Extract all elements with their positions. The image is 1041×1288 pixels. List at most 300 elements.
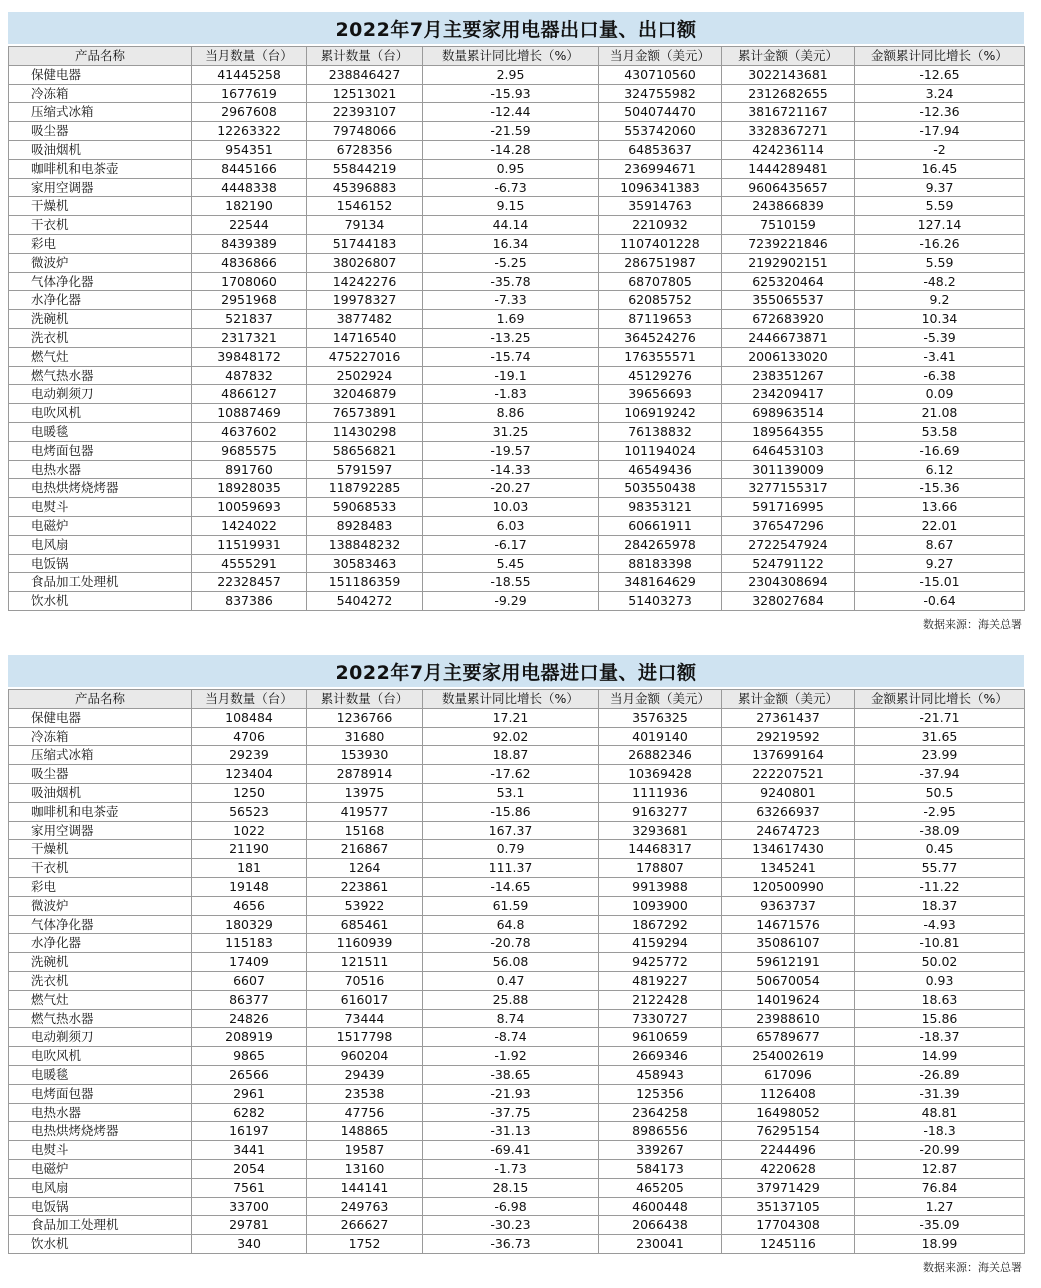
value-cell: 5791597 xyxy=(307,460,423,479)
value-cell: 178807 xyxy=(599,859,722,878)
value-cell: 2967608 xyxy=(192,103,307,122)
value-cell: 31.65 xyxy=(855,727,1025,746)
value-cell: 6.12 xyxy=(855,460,1025,479)
product-name-cell: 保健电器 xyxy=(9,65,192,84)
value-cell: 0.79 xyxy=(423,840,599,859)
value-cell: 8445166 xyxy=(192,159,307,178)
value-cell: -2 xyxy=(855,140,1025,159)
product-name-cell: 吸尘器 xyxy=(9,765,192,784)
value-cell: -15.86 xyxy=(423,802,599,821)
value-cell: 2312682655 xyxy=(722,84,855,103)
value-cell: 4555291 xyxy=(192,554,307,573)
value-cell: 13.66 xyxy=(855,498,1025,517)
table-row xyxy=(9,272,1025,291)
value-cell: 45129276 xyxy=(599,366,722,385)
value-cell: 76138832 xyxy=(599,422,722,441)
table-row xyxy=(9,934,1025,953)
value-cell: 111.37 xyxy=(423,859,599,878)
value-cell: 18.37 xyxy=(855,896,1025,915)
value-cell: -5.39 xyxy=(855,328,1025,347)
value-cell: 53.58 xyxy=(855,422,1025,441)
product-name-cell: 洗衣机 xyxy=(9,971,192,990)
value-cell: 79748066 xyxy=(307,122,423,141)
value-cell: 9.27 xyxy=(855,554,1025,573)
value-cell: 38026807 xyxy=(307,253,423,272)
value-cell: 10369428 xyxy=(599,765,722,784)
product-name-cell: 气体净化器 xyxy=(9,915,192,934)
import-title: 2022年7月主要家用电器进口量、进口额 xyxy=(8,655,1024,687)
value-cell: 182190 xyxy=(192,197,307,216)
value-cell: 254002619 xyxy=(722,1047,855,1066)
value-cell: 8.86 xyxy=(423,404,599,423)
value-cell: 148865 xyxy=(307,1122,423,1141)
table-row xyxy=(9,234,1025,253)
value-cell: 17704308 xyxy=(722,1216,855,1235)
value-cell: 45396883 xyxy=(307,178,423,197)
table-row xyxy=(9,328,1025,347)
value-cell: 348164629 xyxy=(599,573,722,592)
value-cell: -3.41 xyxy=(855,347,1025,366)
value-cell: 62085752 xyxy=(599,291,722,310)
product-name-cell: 压缩式冰箱 xyxy=(9,746,192,765)
value-cell: 63266937 xyxy=(722,802,855,821)
value-cell: 14716540 xyxy=(307,328,423,347)
value-cell: 4159294 xyxy=(599,934,722,953)
value-cell: 685461 xyxy=(307,915,423,934)
value-cell: 9363737 xyxy=(722,896,855,915)
value-cell: 3816721167 xyxy=(722,103,855,122)
value-cell: 4637602 xyxy=(192,422,307,441)
column-header: 产品名称 xyxy=(9,690,192,709)
value-cell: 21.08 xyxy=(855,404,1025,423)
value-cell: -48.2 xyxy=(855,272,1025,291)
value-cell: 0.93 xyxy=(855,971,1025,990)
value-cell: 14.99 xyxy=(855,1047,1025,1066)
value-cell: 9.15 xyxy=(423,197,599,216)
value-cell: 138848232 xyxy=(307,535,423,554)
product-name-cell: 电热烘烤烧烤器 xyxy=(9,1122,192,1141)
value-cell: 53922 xyxy=(307,896,423,915)
value-cell: -15.36 xyxy=(855,479,1025,498)
value-cell: 14468317 xyxy=(599,840,722,859)
product-name-cell: 电磁炉 xyxy=(9,516,192,535)
value-cell: 28.15 xyxy=(423,1178,599,1197)
value-cell: 1.69 xyxy=(423,310,599,329)
value-cell: -1.73 xyxy=(423,1159,599,1178)
value-cell: 1160939 xyxy=(307,934,423,953)
value-cell: 2192902151 xyxy=(722,253,855,272)
product-name-cell: 电熨斗 xyxy=(9,1141,192,1160)
value-cell: -5.25 xyxy=(423,253,599,272)
value-cell: 76.84 xyxy=(855,1178,1025,1197)
table-row xyxy=(9,765,1025,784)
value-cell: 23538 xyxy=(307,1084,423,1103)
value-cell: -12.44 xyxy=(423,103,599,122)
value-cell: 16197 xyxy=(192,1122,307,1141)
value-cell: 8439389 xyxy=(192,234,307,253)
column-header: 累计金额（美元） xyxy=(722,47,855,66)
table-row xyxy=(9,253,1025,272)
table-row xyxy=(9,554,1025,573)
value-cell: 4836866 xyxy=(192,253,307,272)
value-cell: 127.14 xyxy=(855,216,1025,235)
table-row xyxy=(9,498,1025,517)
value-cell: 2006133020 xyxy=(722,347,855,366)
value-cell: -18.37 xyxy=(855,1028,1025,1047)
table-row xyxy=(9,1065,1025,1084)
value-cell: 2502924 xyxy=(307,366,423,385)
value-cell: -19.1 xyxy=(423,366,599,385)
value-cell: 9425772 xyxy=(599,953,722,972)
value-cell: 249763 xyxy=(307,1197,423,1216)
value-cell: 301139009 xyxy=(722,460,855,479)
value-cell: 25.88 xyxy=(423,990,599,1009)
value-cell: 0.95 xyxy=(423,159,599,178)
value-cell: 230041 xyxy=(599,1235,722,1254)
value-cell: 430710560 xyxy=(599,65,722,84)
value-cell: 4706 xyxy=(192,727,307,746)
value-cell: 16.34 xyxy=(423,234,599,253)
value-cell: 5.59 xyxy=(855,197,1025,216)
value-cell: 5.59 xyxy=(855,253,1025,272)
table-row xyxy=(9,840,1025,859)
value-cell: 9913988 xyxy=(599,877,722,896)
value-cell: -18.3 xyxy=(855,1122,1025,1141)
value-cell: 39656693 xyxy=(599,385,722,404)
value-cell: 10.03 xyxy=(423,498,599,517)
product-name-cell: 电动剃须刀 xyxy=(9,385,192,404)
table-row xyxy=(9,535,1025,554)
value-cell: 58656821 xyxy=(307,441,423,460)
table-row xyxy=(9,122,1025,141)
value-cell: 181 xyxy=(192,859,307,878)
product-name-cell: 电暖毯 xyxy=(9,1065,192,1084)
table-row xyxy=(9,216,1025,235)
value-cell: -14.65 xyxy=(423,877,599,896)
value-cell: 2.95 xyxy=(423,65,599,84)
value-cell: 6.03 xyxy=(423,516,599,535)
value-cell: 5.45 xyxy=(423,554,599,573)
product-name-cell: 吸油烟机 xyxy=(9,783,192,802)
value-cell: 2210932 xyxy=(599,216,722,235)
value-cell: 6728356 xyxy=(307,140,423,159)
value-cell: 37971429 xyxy=(722,1178,855,1197)
column-header: 当月金额（美元） xyxy=(599,47,722,66)
product-name-cell: 食品加工处理机 xyxy=(9,1216,192,1235)
value-cell: 180329 xyxy=(192,915,307,934)
product-name-cell: 彩电 xyxy=(9,234,192,253)
value-cell: 2244496 xyxy=(722,1141,855,1160)
value-cell: 14019624 xyxy=(722,990,855,1009)
product-name-cell: 电吹风机 xyxy=(9,404,192,423)
value-cell: -2.95 xyxy=(855,802,1025,821)
import-section xyxy=(8,655,1024,1275)
value-cell: 31680 xyxy=(307,727,423,746)
value-cell: 76573891 xyxy=(307,404,423,423)
value-cell: -31.13 xyxy=(423,1122,599,1141)
value-cell: 1126408 xyxy=(722,1084,855,1103)
value-cell: -1.83 xyxy=(423,385,599,404)
table-row xyxy=(9,1028,1025,1047)
product-name-cell: 咖啡机和电茶壶 xyxy=(9,159,192,178)
value-cell: 8928483 xyxy=(307,516,423,535)
value-cell: 2054 xyxy=(192,1159,307,1178)
table-row xyxy=(9,1216,1025,1235)
value-cell: 223861 xyxy=(307,877,423,896)
value-cell: -13.25 xyxy=(423,328,599,347)
table-row xyxy=(9,404,1025,423)
value-cell: 2961 xyxy=(192,1084,307,1103)
value-cell: 1264 xyxy=(307,859,423,878)
value-cell: 465205 xyxy=(599,1178,722,1197)
value-cell: 355065537 xyxy=(722,291,855,310)
value-cell: 1096341383 xyxy=(599,178,722,197)
value-cell: 70516 xyxy=(307,971,423,990)
value-cell: -18.55 xyxy=(423,573,599,592)
column-header: 当月数量（台） xyxy=(192,690,307,709)
value-cell: 16.45 xyxy=(855,159,1025,178)
product-name-cell: 冷冻箱 xyxy=(9,84,192,103)
import-source-note: 数据来源：海关总署 xyxy=(923,1260,1022,1274)
value-cell: 3328367271 xyxy=(722,122,855,141)
value-cell: 56.08 xyxy=(423,953,599,972)
value-cell: 22544 xyxy=(192,216,307,235)
value-cell: 13975 xyxy=(307,783,423,802)
value-cell: 88183398 xyxy=(599,554,722,573)
value-cell: 1093900 xyxy=(599,896,722,915)
product-name-cell: 家用空调器 xyxy=(9,178,192,197)
value-cell: 487832 xyxy=(192,366,307,385)
value-cell: 137699164 xyxy=(722,746,855,765)
value-cell: 64853637 xyxy=(599,140,722,159)
value-cell: 8.67 xyxy=(855,535,1025,554)
table-row xyxy=(9,366,1025,385)
export-source-note: 数据来源：海关总署 xyxy=(923,617,1022,631)
value-cell: 21190 xyxy=(192,840,307,859)
value-cell: 2722547924 xyxy=(722,535,855,554)
value-cell: 14242276 xyxy=(307,272,423,291)
value-cell: 50.02 xyxy=(855,953,1025,972)
value-cell: 31.25 xyxy=(423,422,599,441)
value-cell: 6282 xyxy=(192,1103,307,1122)
table-row xyxy=(9,1159,1025,1178)
value-cell: 1444289481 xyxy=(722,159,855,178)
value-cell: 61.59 xyxy=(423,896,599,915)
export-section xyxy=(8,12,1024,632)
value-cell: 98353121 xyxy=(599,498,722,517)
value-cell: 6607 xyxy=(192,971,307,990)
product-name-cell: 干衣机 xyxy=(9,216,192,235)
product-name-cell: 洗衣机 xyxy=(9,328,192,347)
value-cell: 9606435657 xyxy=(722,178,855,197)
value-cell: 121511 xyxy=(307,953,423,972)
value-cell: -21.59 xyxy=(423,122,599,141)
table-row xyxy=(9,1047,1025,1066)
value-cell: 151186359 xyxy=(307,573,423,592)
value-cell: 891760 xyxy=(192,460,307,479)
product-name-cell: 电饭锅 xyxy=(9,1197,192,1216)
value-cell: 284265978 xyxy=(599,535,722,554)
table-row xyxy=(9,877,1025,896)
table-row xyxy=(9,460,1025,479)
value-cell: -19.57 xyxy=(423,441,599,460)
value-cell: 24674723 xyxy=(722,821,855,840)
product-name-cell: 气体净化器 xyxy=(9,272,192,291)
value-cell: 7239221846 xyxy=(722,234,855,253)
value-cell: 12263322 xyxy=(192,122,307,141)
value-cell: 22328457 xyxy=(192,573,307,592)
value-cell: 419577 xyxy=(307,802,423,821)
value-cell: 19587 xyxy=(307,1141,423,1160)
value-cell: -10.81 xyxy=(855,934,1025,953)
table-row xyxy=(9,291,1025,310)
value-cell: -17.94 xyxy=(855,122,1025,141)
value-cell: 1236766 xyxy=(307,708,423,727)
column-header: 数量累计同比增长（%） xyxy=(423,47,599,66)
value-cell: -1.92 xyxy=(423,1047,599,1066)
value-cell: -7.33 xyxy=(423,291,599,310)
value-cell: 120500990 xyxy=(722,877,855,896)
value-cell: 625320464 xyxy=(722,272,855,291)
value-cell: 521837 xyxy=(192,310,307,329)
value-cell: 2122428 xyxy=(599,990,722,1009)
product-name-cell: 干燥机 xyxy=(9,840,192,859)
value-cell: 35914763 xyxy=(599,197,722,216)
value-cell: 524791122 xyxy=(722,554,855,573)
value-cell: 584173 xyxy=(599,1159,722,1178)
value-cell: 2951968 xyxy=(192,291,307,310)
table-row xyxy=(9,592,1025,611)
table-row xyxy=(9,422,1025,441)
value-cell: 2066438 xyxy=(599,1216,722,1235)
value-cell: 208919 xyxy=(192,1028,307,1047)
value-cell: 39848172 xyxy=(192,347,307,366)
table-row xyxy=(9,516,1025,535)
value-cell: 424236114 xyxy=(722,140,855,159)
value-cell: 27361437 xyxy=(722,708,855,727)
value-cell: 15168 xyxy=(307,821,423,840)
value-cell: 33700 xyxy=(192,1197,307,1216)
value-cell: 646453103 xyxy=(722,441,855,460)
value-cell: -4.93 xyxy=(855,915,1025,934)
table-row xyxy=(9,1084,1025,1103)
value-cell: 86377 xyxy=(192,990,307,1009)
value-cell: -15.93 xyxy=(423,84,599,103)
value-cell: 92.02 xyxy=(423,727,599,746)
table-row xyxy=(9,178,1025,197)
product-name-cell: 咖啡机和电茶壶 xyxy=(9,802,192,821)
value-cell: 339267 xyxy=(599,1141,722,1160)
product-name-cell: 电热水器 xyxy=(9,460,192,479)
value-cell: 50670054 xyxy=(722,971,855,990)
product-name-cell: 家用空调器 xyxy=(9,821,192,840)
value-cell: 7561 xyxy=(192,1178,307,1197)
table-row xyxy=(9,1009,1025,1028)
product-name-cell: 电熨斗 xyxy=(9,498,192,517)
product-name-cell: 食品加工处理机 xyxy=(9,573,192,592)
value-cell: 458943 xyxy=(599,1065,722,1084)
value-cell: 50.5 xyxy=(855,783,1025,802)
value-cell: 9865 xyxy=(192,1047,307,1066)
value-cell: 9610659 xyxy=(599,1028,722,1047)
value-cell: 59068533 xyxy=(307,498,423,517)
table-row xyxy=(9,385,1025,404)
product-name-cell: 电烤面包器 xyxy=(9,1084,192,1103)
value-cell: 123404 xyxy=(192,765,307,784)
product-name-cell: 压缩式冰箱 xyxy=(9,103,192,122)
value-cell: 47756 xyxy=(307,1103,423,1122)
import-table-body xyxy=(9,708,1025,1253)
value-cell: 4866127 xyxy=(192,385,307,404)
value-cell: -69.41 xyxy=(423,1141,599,1160)
product-name-cell: 微波炉 xyxy=(9,253,192,272)
value-cell: 8.74 xyxy=(423,1009,599,1028)
value-cell: 13160 xyxy=(307,1159,423,1178)
product-name-cell: 彩电 xyxy=(9,877,192,896)
value-cell: 2304308694 xyxy=(722,573,855,592)
table-row xyxy=(9,1197,1025,1216)
value-cell: 2669346 xyxy=(599,1047,722,1066)
value-cell: 837386 xyxy=(192,592,307,611)
product-name-cell: 电暖毯 xyxy=(9,422,192,441)
value-cell: 59612191 xyxy=(722,953,855,972)
table-row xyxy=(9,441,1025,460)
value-cell: 108484 xyxy=(192,708,307,727)
value-cell: 55.77 xyxy=(855,859,1025,878)
value-cell: 364524276 xyxy=(599,328,722,347)
value-cell: 1867292 xyxy=(599,915,722,934)
value-cell: -12.36 xyxy=(855,103,1025,122)
export-table xyxy=(8,46,1025,611)
table-row xyxy=(9,783,1025,802)
product-name-cell: 水净化器 xyxy=(9,934,192,953)
value-cell: -17.62 xyxy=(423,765,599,784)
product-name-cell: 洗碗机 xyxy=(9,953,192,972)
value-cell: 4220628 xyxy=(722,1159,855,1178)
product-name-cell: 燃气灶 xyxy=(9,990,192,1009)
value-cell: 24826 xyxy=(192,1009,307,1028)
value-cell: 1677619 xyxy=(192,84,307,103)
value-cell: 0.09 xyxy=(855,385,1025,404)
value-cell: 46549436 xyxy=(599,460,722,479)
value-cell: 22393107 xyxy=(307,103,423,122)
value-cell: 55844219 xyxy=(307,159,423,178)
import-table xyxy=(8,689,1025,1254)
value-cell: 591716995 xyxy=(722,498,855,517)
value-cell: 3441 xyxy=(192,1141,307,1160)
value-cell: 1.27 xyxy=(855,1197,1025,1216)
column-header: 累计金额（美元） xyxy=(722,690,855,709)
column-header: 产品名称 xyxy=(9,47,192,66)
value-cell: -20.99 xyxy=(855,1141,1025,1160)
value-cell: 960204 xyxy=(307,1047,423,1066)
product-name-cell: 电风扇 xyxy=(9,1178,192,1197)
value-cell: 9.37 xyxy=(855,178,1025,197)
value-cell: 18.63 xyxy=(855,990,1025,1009)
value-cell: 17409 xyxy=(192,953,307,972)
value-cell: 29219592 xyxy=(722,727,855,746)
product-name-cell: 电热水器 xyxy=(9,1103,192,1122)
value-cell: 3022143681 xyxy=(722,65,855,84)
value-cell: 4819227 xyxy=(599,971,722,990)
table-row xyxy=(9,159,1025,178)
value-cell: 7510159 xyxy=(722,216,855,235)
value-cell: 1250 xyxy=(192,783,307,802)
value-cell: 29239 xyxy=(192,746,307,765)
value-cell: 617096 xyxy=(722,1065,855,1084)
value-cell: 9.2 xyxy=(855,291,1025,310)
value-cell: 238351267 xyxy=(722,366,855,385)
